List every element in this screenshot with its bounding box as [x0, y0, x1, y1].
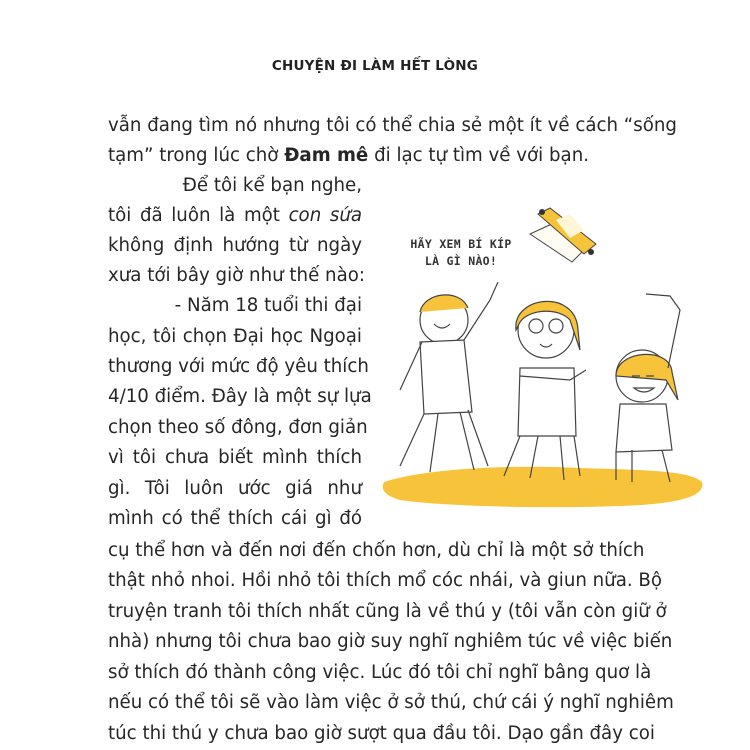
text-line: túc thi thú y chưa bao giờ sượt qua đầu tôi. Dạo gần đây coi	[108, 723, 655, 744]
text-line: thật nhỏ nhoi. Hồi nhỏ tôi thích mổ cóc nhái, và giun nữa. Bộ	[108, 570, 663, 591]
text-line: cụ thể hơn và đến nơi đến chốn hơn, dù chỉ là một sở thích	[108, 540, 645, 561]
text-line	[108, 201, 362, 231]
scroll-icon	[530, 208, 596, 262]
running-header: CHUYỆN ĐI LÀM HẾT LÒNG	[271, 58, 479, 74]
text-line: không định hướng từ ngày	[108, 235, 362, 256]
text-line: Để tôi kể bạn nghe,	[182, 175, 362, 196]
text-line: - Năm 18 tuổi thi đại	[174, 295, 362, 316]
text-line: xưa tới bây giờ như thế nào:	[108, 265, 365, 286]
text-line: học, tôi chọn Đại học Ngoại	[108, 326, 362, 347]
speech-line-2: LÀ GÌ NÀO!	[424, 254, 498, 268]
italic-term: con sứa	[288, 205, 362, 226]
text-line: nhà) nhưng tôi chưa bao giờ suy nghĩ nghiêm túc về việc biến	[108, 631, 673, 652]
text-line: vì tôi chưa biết mình thích	[108, 447, 362, 468]
text-line: chọn theo số đông, đơn giản	[108, 417, 368, 438]
text-line: sở thích đó thành công việc. Lúc đó tôi chỉ nghĩ bâng quơ là	[108, 662, 652, 683]
illustration-three-kids	[380, 200, 710, 520]
text-fragment: tạm” trong lúc chờ	[108, 145, 285, 166]
text-line: vẫn đang tìm nó nhưng tôi có thể chia sẻ một ít về cách “sống	[108, 115, 677, 136]
text-line: truyện tranh tôi thích nhất cũng là về thú y (tôi vẫn còn giữ ở	[108, 601, 667, 622]
speech-line-1: HÃY XEM BÍ KÍP	[410, 237, 512, 251]
text-fragment: đi lạc tự tìm về với bạn.	[368, 145, 590, 166]
bold-term: Đam mê	[284, 145, 369, 166]
text-line: 4/10 điểm. Đây là một sự lựa	[108, 386, 372, 407]
text-line: mình có thể thích cái gì đó	[108, 508, 362, 529]
text-line	[108, 141, 634, 171]
text-line: thương với mức độ yêu thích	[108, 356, 369, 377]
speech-text	[396, 236, 526, 270]
text-line: gì. Tôi luôn ước giá như	[108, 478, 362, 499]
text-line: nếu có thể tôi sẽ vào làm việc ở sở thú, chứ cái ý nghĩ nghiêm	[108, 692, 674, 713]
text-fragment: tôi đã luôn là một	[108, 205, 289, 226]
